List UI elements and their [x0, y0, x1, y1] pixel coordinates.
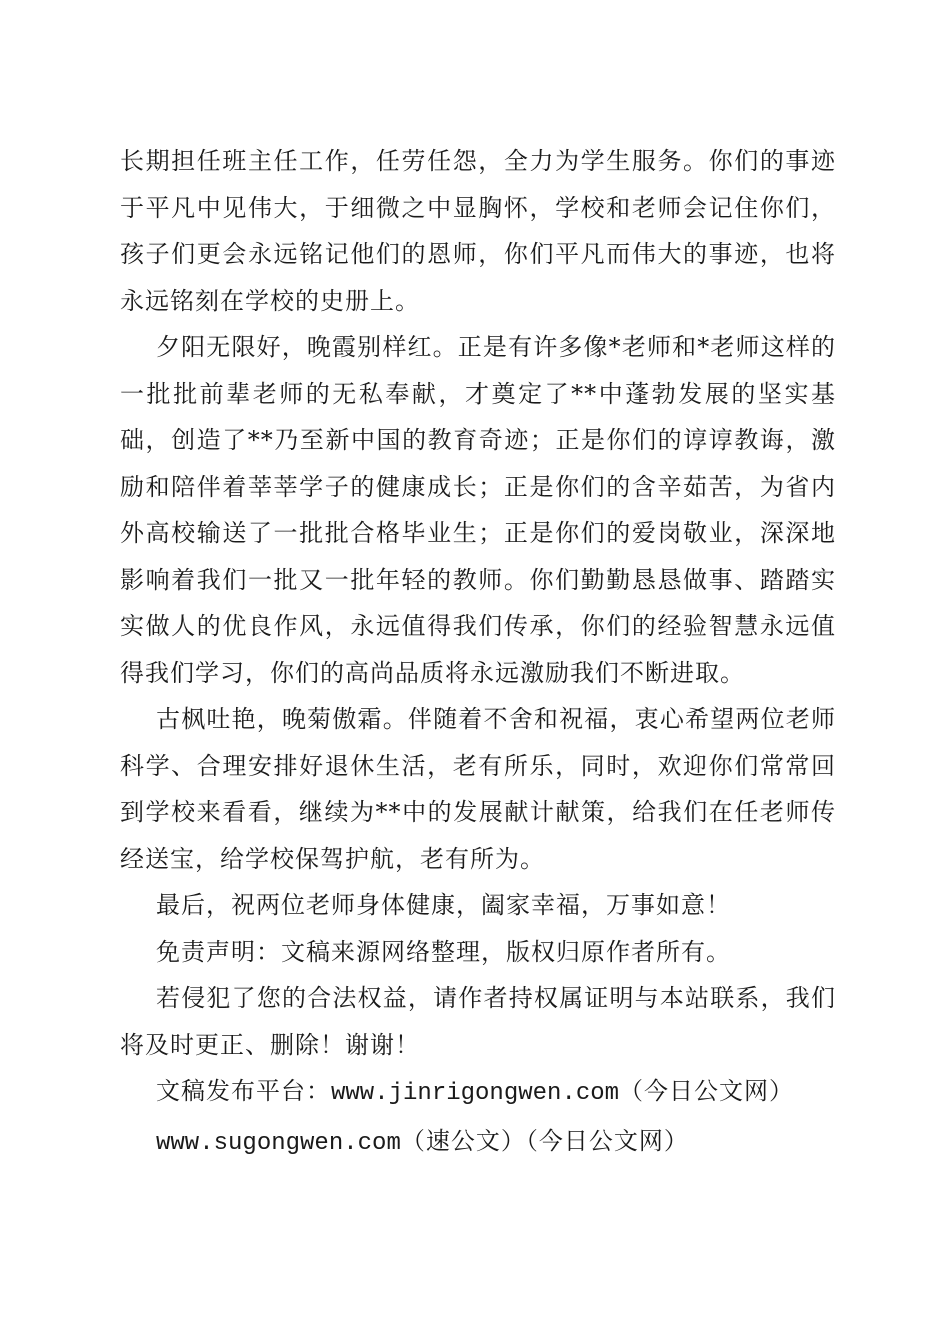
- site-link-jinrigongwen[interactable]: www.jinrigongwen.com: [331, 1080, 620, 1107]
- publish-platform-line: [120, 1068, 836, 1118]
- site-name-jinrigongwen: （今日公文网）: [619, 1077, 795, 1105]
- paragraph-retirement-wishes: 古枫吐艳，晚菊傲霜。伴随着不舍和祝福，衷心希望两位老师科学、合理安排好退休生活，老有所乐，同时，欢迎你们常常回到学校来看看，继续为**中的发展献计献策，给我们在任老师传经送宝，给学校保驾护航，老有所为。: [120, 705, 836, 873]
- site-name-sugongwen: （速公文）（今日公文网）: [400, 1126, 689, 1155]
- paragraph-teacher-deeds: 长期担任班主任工作，任劳任怨，全力为学生服务。你们的事迹于平凡中见伟大，于细微之中显胸怀，学校和老师会记住你们，孩子们更会永远铭记他们的恩师，你们平凡而伟大的事迹，也将永远铭刻在学校的史册上。: [120, 147, 836, 315]
- paragraph-sunset-tribute: 夕阳无限好，晚霞别样红。正是有许多像*老师和*老师这样的一批批前辈老师的无私奉献，才奠定了**中蓬勃发展的坚实基础，创造了**乃至新中国的教育奇迹；正是你们的谆谆教诲，激励和陪伴着莘莘学子的健康成长；正是你们的含辛茹苦，为省内外高校输送了一批批合格毕业生；正是你们的爱岗敬业，深深地影响着我们一批又一批年轻的教师。你们勤勤恳恳做事、踏踏实实做人的优良作风，永远值得我们传承，你们的经验智慧永远值得我们学习，你们的高尚品质将永远激励我们不断进取。: [120, 333, 836, 687]
- publish-platform-label: 文稿发布平台：: [156, 1077, 331, 1105]
- paragraph-closing-blessing: 最后，祝两位老师身体健康，阖家幸福，万事如意！: [156, 891, 731, 919]
- publish-platform-line-2: [120, 1118, 836, 1168]
- disclaimer-text: 免责声明：文稿来源网络整理，版权归原作者所有。: [156, 937, 731, 966]
- site-link-sugongwen[interactable]: www.sugongwen.com: [156, 1129, 401, 1157]
- document-body: [120, 138, 836, 1167]
- copyright-notice: 若侵犯了您的合法权益，请作者持权属证明与本站联系，我们将及时更正、删除！谢谢！: [120, 984, 836, 1059]
